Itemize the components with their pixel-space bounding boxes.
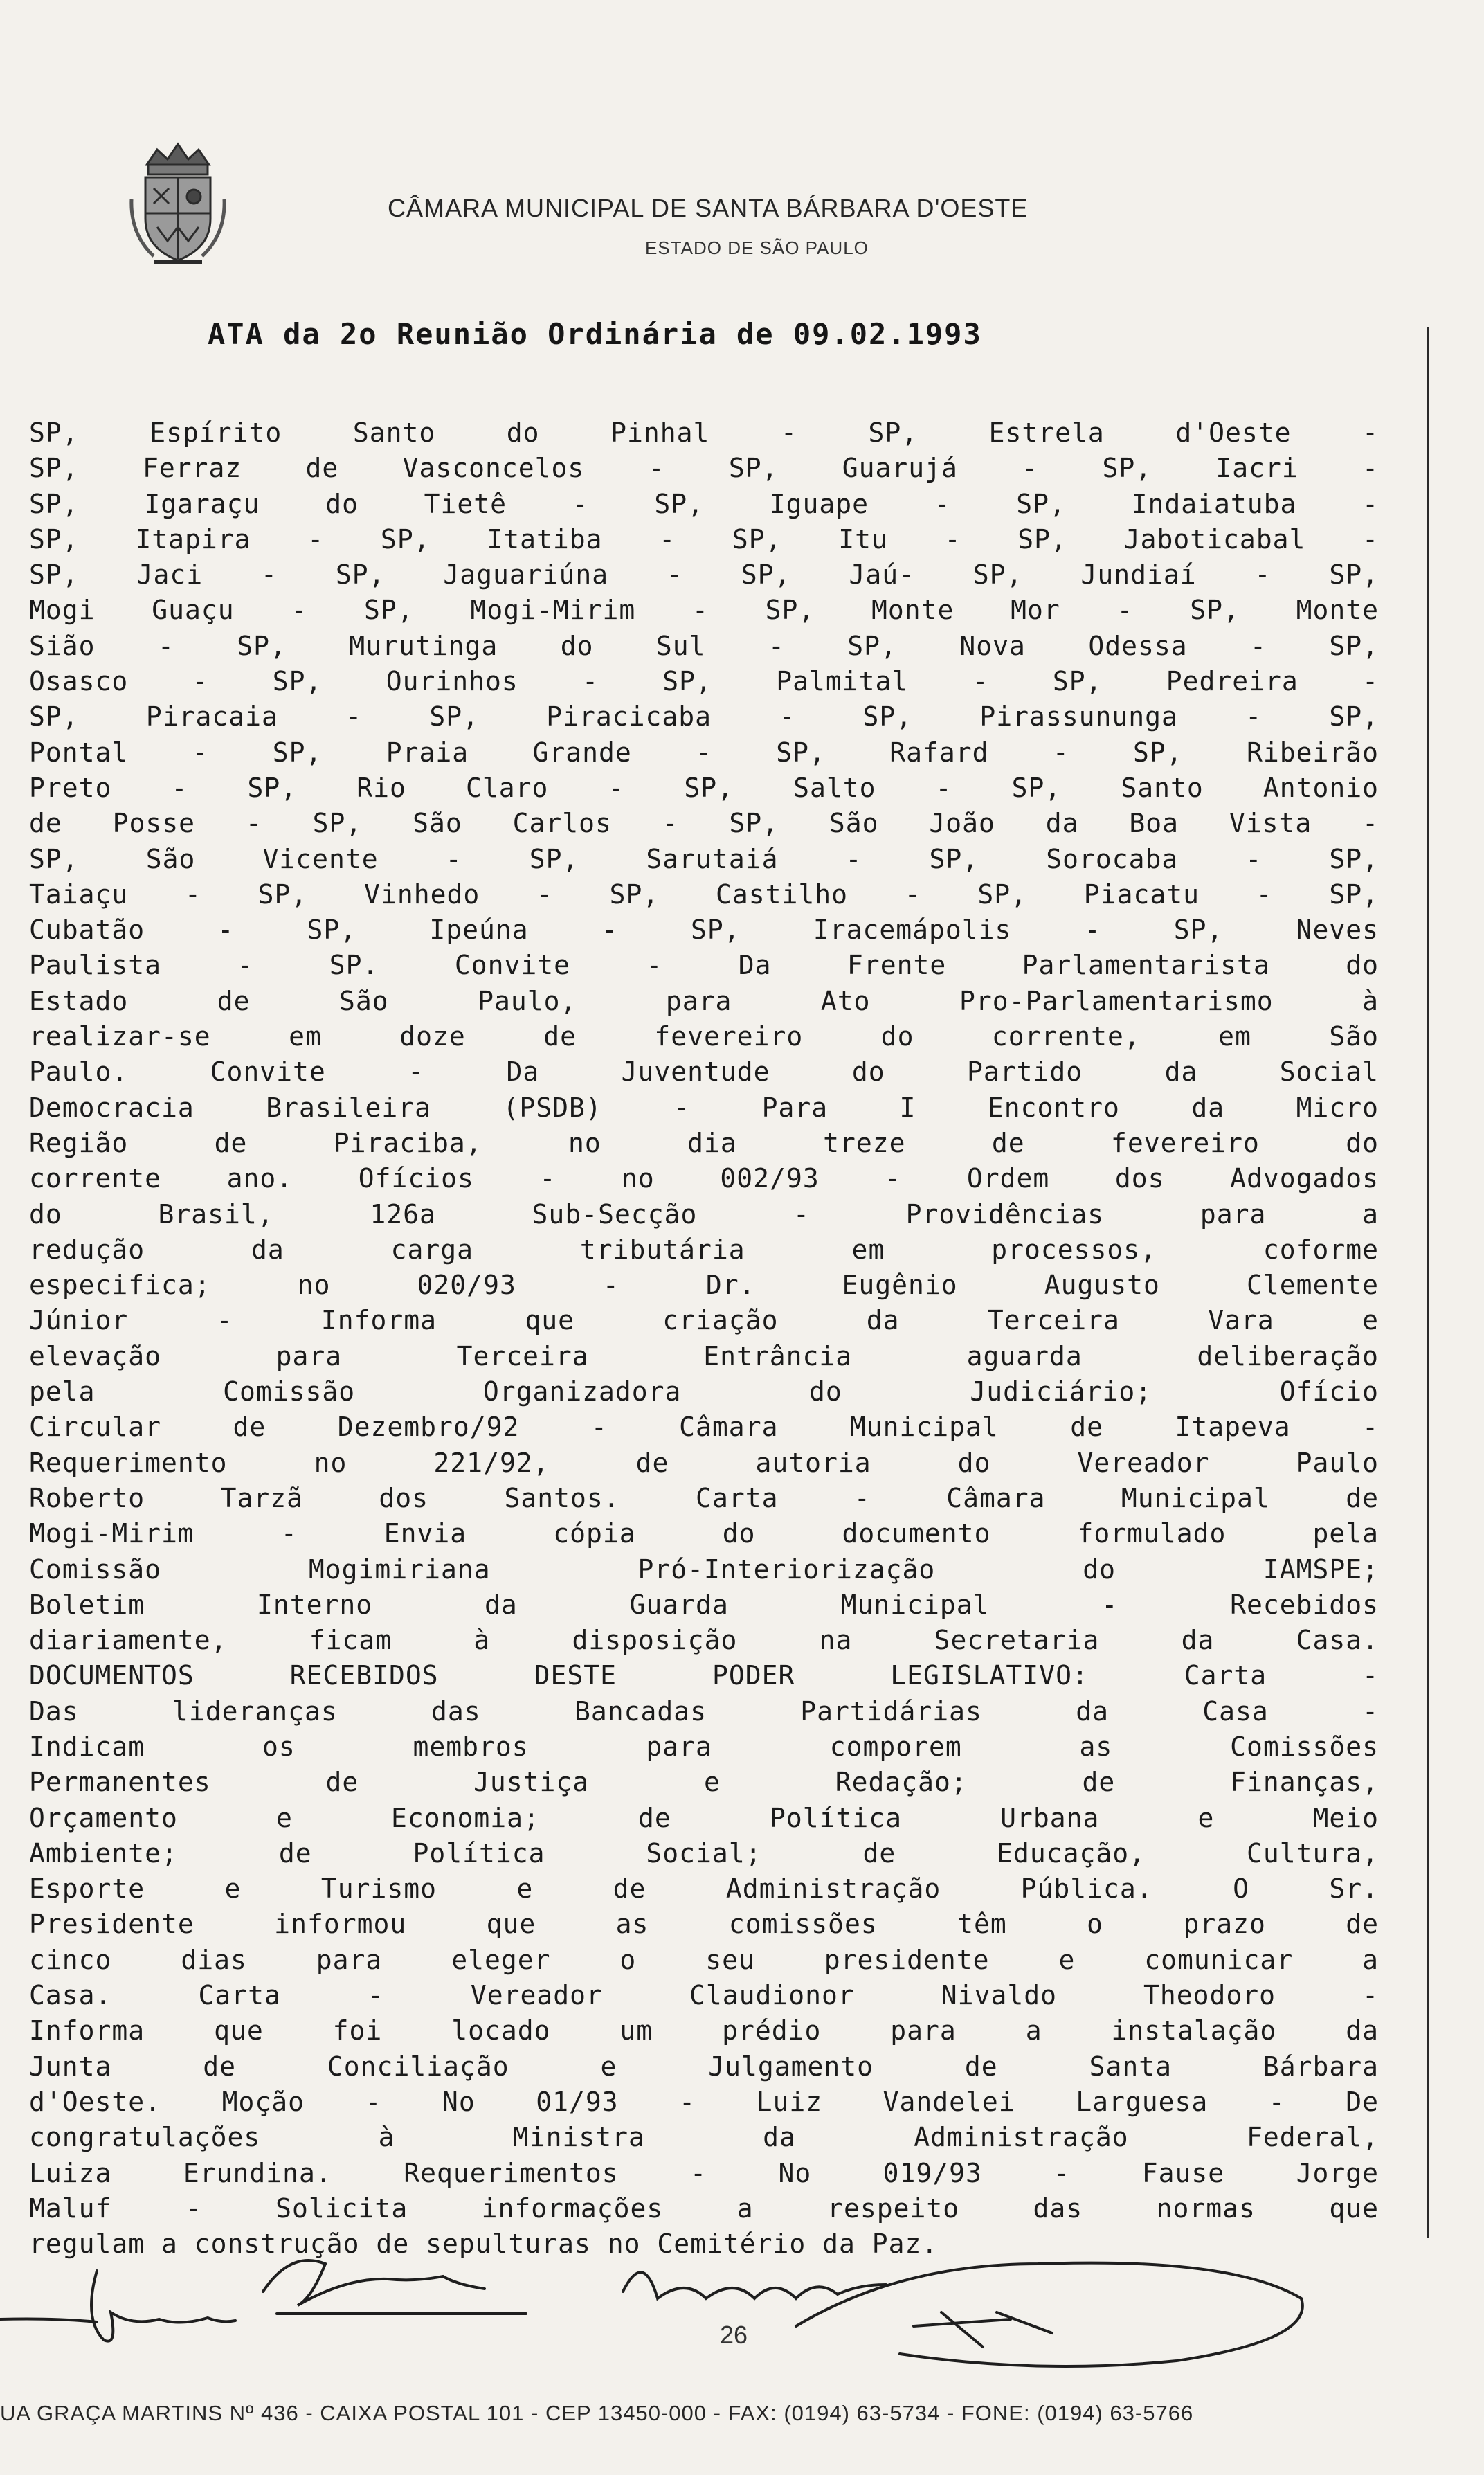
text-line: SP, Igaraçu do Tietê - SP, Iguape - SP, Indaiatuba - — [29, 488, 1379, 519]
text-line: Democracia Brasileira (PSDB) - Para I Encontro da Micro — [29, 1092, 1379, 1123]
text-line: Preto - SP, Rio Claro - SP, Salto - SP, Santo Antonio — [29, 772, 1379, 803]
text-line: Junta de Conciliação e Julgamento de Santa Bárbara — [29, 2051, 1379, 2082]
text-line: Luiza Erundina. Requerimentos - No 019/93 - Fause Jorge — [29, 2157, 1379, 2188]
text-line: Comissão Mogimiriana Pró-Interiorização do IAMSPE; — [29, 1554, 1379, 1585]
text-line: Casa. Carta - Vereador Claudionor Nivaldo Theodoro - — [29, 1980, 1379, 2011]
text-line: especifica; no 020/93 - Dr. Eugênio Augusto Clemente — [29, 1270, 1379, 1301]
text-line: Taiaçu - SP, Vinhedo - SP, Castilho - SP, Piacatu - SP, — [29, 879, 1379, 910]
text-line: Mogi-Mirim - Envia cópia do documento formulado pela — [29, 1518, 1379, 1549]
text-line: SP, Jaci - SP, Jaguariúna - SP, Jaú- SP, Jundiaí - SP, — [29, 559, 1379, 591]
coat-of-arms-emblem — [126, 137, 230, 269]
text-line: corrente ano. Ofícios - no 002/93 - Ordem dos Advogados — [29, 1163, 1379, 1194]
text-line: Osasco - SP, Ourinhos - SP, Palmital - SP, Pedreira - — [29, 666, 1379, 697]
page-number: 26 — [720, 2321, 748, 2349]
text-line: SP, Ferraz de Vasconcelos - SP, Guarujá - SP, Iacri - — [29, 453, 1379, 484]
document-title: ATA da 2o Reunião Ordinária de 09.02.1993 — [208, 317, 982, 351]
text-line: Requerimento no 221/92, de autoria do Vereador Paulo — [29, 1447, 1379, 1478]
text-line: elevação para Terceira Entrância aguarda deliberação — [29, 1340, 1379, 1371]
text-line: Sião - SP, Murutinga do Sul - SP, Nova Odessa - SP, — [29, 630, 1379, 661]
text-line: Estado de São Paulo, para Ato Pro-Parlamentarismo à — [29, 985, 1379, 1016]
text-line: Cubatão - SP, Ipeúna - SP, Iracemápolis - SP, Neves — [29, 915, 1379, 946]
footer-address: UA GRAÇA MARTINS Nº 436 - CAIXA POSTAL 101 - CEP 13450-000 - FAX: (0194) 63-5734 - FONE: (0194) 63-5766 — [0, 2401, 1194, 2425]
text-line: Presidente informou que as comissões têm o prazo de — [29, 1909, 1379, 1940]
text-line: Júnior - Informa que criação da Terceira Vara e — [29, 1305, 1379, 1336]
text-line: Esporte e Turismo e de Administração Pública. O Sr. — [29, 1873, 1379, 1905]
text-line: SP, Itapira - SP, Itatiba - SP, Itu - SP, Jaboticabal - — [29, 523, 1379, 555]
text-line: Roberto Tarzã dos Santos. Carta - Câmara Municipal de — [29, 1482, 1379, 1513]
text-line: de Posse - SP, São Carlos - SP, São João da Boa Vista - — [29, 808, 1379, 839]
text-line: Permanentes de Justiça e Redação; de Finanças, — [29, 1767, 1379, 1798]
right-margin-rule — [1427, 327, 1429, 2238]
state-name: ESTADO DE SÃO PAULO — [645, 237, 869, 258]
text-line: redução da carga tributária em processos, coforme — [29, 1234, 1379, 1265]
text-line: Mogi Guaçu - SP, Mogi-Mirim - SP, Monte Mor - SP, Monte — [29, 595, 1379, 626]
text-line: Paulista - SP. Convite - Da Frente Parlamentarista do — [29, 950, 1379, 981]
institution-name: CÂMARA MUNICIPAL DE SANTA BÁRBARA D'OESTE — [388, 194, 1029, 222]
text-line: Indicam os membros para comporem as Comissões — [29, 1731, 1379, 1762]
text-line: Das lideranças das Bancadas Partidárias da Casa - — [29, 1695, 1379, 1727]
text-line: SP, Piracaia - SP, Piracicaba - SP, Pirassununga - SP, — [29, 701, 1379, 732]
text-line: Circular de Dezembro/92 - Câmara Municipal de Itapeva - — [29, 1412, 1379, 1443]
text-line: regulam a construção de sepulturas no Cemitério da Paz. — [29, 2229, 939, 2260]
signatures — [0, 2236, 1484, 2388]
text-line: congratulações à Ministra da Administração Federal, — [29, 2122, 1379, 2153]
text-line: Informa que foi locado um prédio para a instalação da — [29, 2015, 1379, 2046]
text-line: DOCUMENTOS RECEBIDOS DESTE PODER LEGISLATIVO: Carta - — [29, 1660, 1379, 1691]
text-line: Boletim Interno da Guarda Municipal - Recebidos — [29, 1589, 1379, 1620]
text-line: SP, São Vicente - SP, Sarutaiá - SP, Sorocaba - SP, — [29, 843, 1379, 874]
text-line: do Brasil, 126a Sub-Secção - Providências para a — [29, 1198, 1379, 1230]
text-line: Paulo. Convite - Da Juventude do Partido da Social — [29, 1056, 1379, 1088]
text-line: Maluf - Solicita informações a respeito das normas que — [29, 2193, 1379, 2224]
text-line: realizar-se em doze de fevereiro do corrente, em São — [29, 1021, 1379, 1052]
text-line: Pontal - SP, Praia Grande - SP, Rafard - SP, Ribeirão — [29, 737, 1379, 768]
text-line: Orçamento e Economia; de Política Urbana e Meio — [29, 1802, 1379, 1833]
text-line: cinco dias para eleger o seu presidente e comunicar a — [29, 1944, 1379, 1975]
text-line: SP, Espírito Santo do Pinhal - SP, Estrela d'Oeste - — [29, 417, 1379, 448]
text-line: diariamente, ficam à disposição na Secretaria da Casa. — [29, 1625, 1379, 1656]
text-line: Ambiente; de Política Social; de Educação, Cultura, — [29, 1837, 1379, 1869]
minutes-body — [29, 415, 1379, 2262]
text-line: d'Oeste. Moção - No 01/93 - Luiz Vandelei Larguesa - De — [29, 2086, 1379, 2117]
text-line: Região de Piraciba, no dia treze de fevereiro do — [29, 1127, 1379, 1158]
text-line: pela Comissão Organizadora do Judiciário; Ofício — [29, 1376, 1379, 1407]
